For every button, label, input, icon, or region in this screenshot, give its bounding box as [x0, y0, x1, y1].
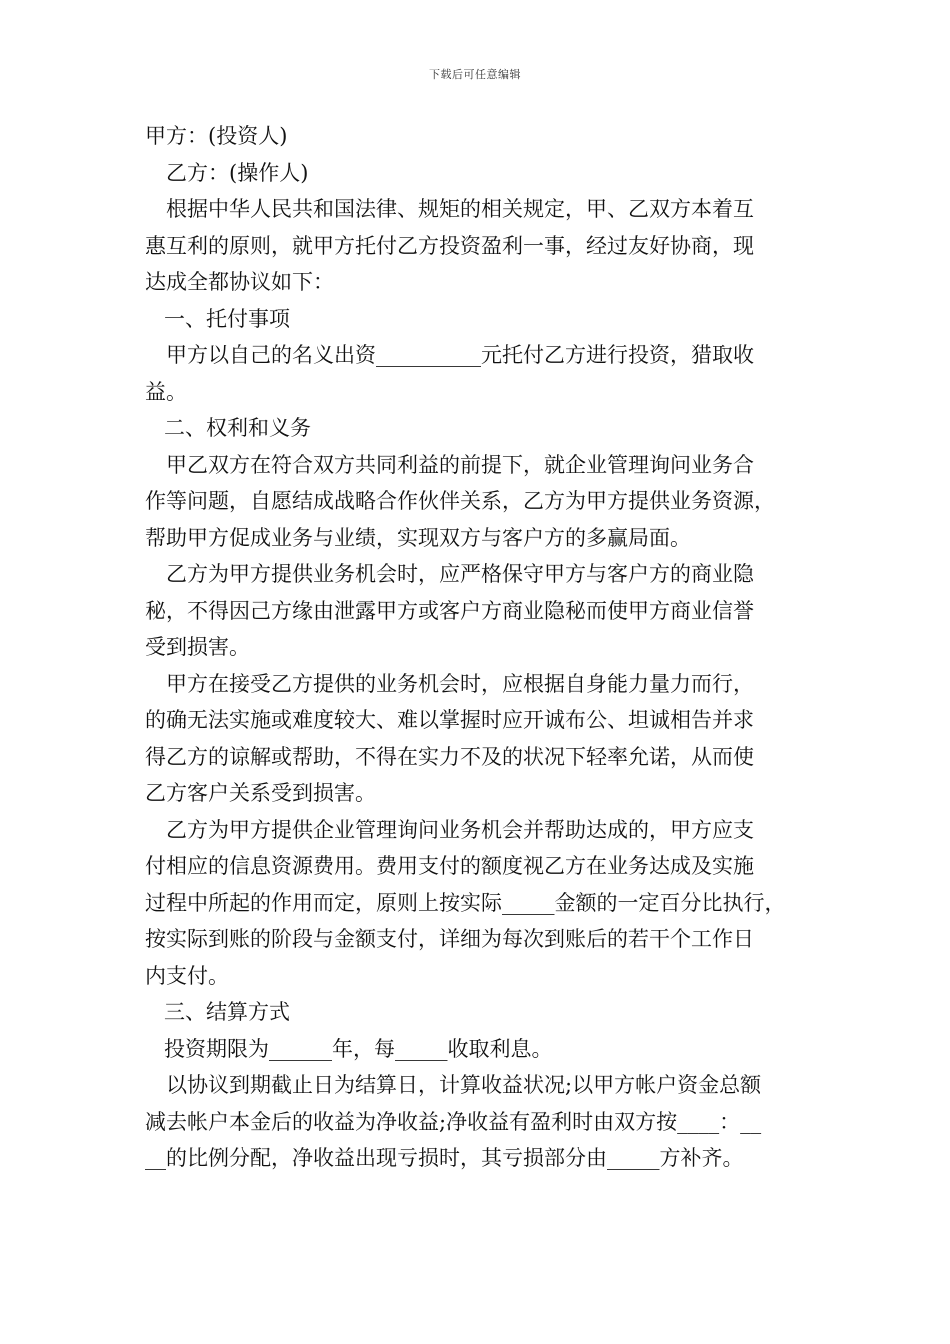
section-2-para-2-line-3: 受到损害。: [145, 635, 250, 659]
section-3-heading: 三、结算方式: [164, 1000, 290, 1024]
section-2-para-4-line-1: 乙方为甲方提供企业管理询问业务机会并帮助达成的，甲方应支: [166, 817, 754, 842]
section-3-para-2-line-3: __的比例分配，净收益出现亏损时，其亏损部分由_____方补齐。: [145, 1146, 744, 1170]
section-3-para-2-line-1: 以协议到期截止日为结算日，计算收益状况;以甲方帐户资金总额: [166, 1073, 762, 1097]
section-2-para-1-line-2: 作等问题，自愿结成战略合作伙伴关系，乙方为甲方提供业务资源，: [145, 489, 775, 513]
section-2-para-4-line-2: 付相应的信息资源费用。费用支付的额度视乙方在业务达成及实施: [145, 854, 754, 878]
section-2-para-4-line-4: 按实际到账的阶段与金额支付，详细为每次到账后的若干个工作日: [145, 927, 754, 951]
section-2-para-4-line-3: 过程中所起的作用而定，原则上按实际_____金额的一定百分比执行，: [145, 890, 786, 915]
preamble-line-1: 根据中华人民共和国法律、规矩的相关规定，甲、乙双方本着互: [166, 197, 754, 221]
party-b-line: 乙方：(操作人): [166, 160, 309, 185]
section-2-para-3-line-2: 的确无法实施或难度较大、难以掌握时应开诚布公、坦诚相告并求: [145, 708, 754, 732]
section-3-para-2-line-2: 减去帐户本金后的收益为净收益;净收益有盈利时由双方按____：__: [145, 1109, 762, 1134]
page-header-note: 下载后可任意编辑: [429, 68, 521, 81]
section-2-para-4-line-5: 内支付。: [145, 963, 229, 988]
section-1-heading: 一、托付事项: [164, 306, 290, 331]
section-2-para-1-line-3: 帮助甲方促成业务与业绩，实现双方与客户方的多赢局面。: [145, 525, 691, 550]
section-2-para-2-line-2: 秘，不得因己方缘由泄露甲方或客户方商业隐秘而使甲方商业信誉: [145, 598, 754, 623]
section-2-heading: 二、权利和义务: [164, 416, 311, 440]
party-a-line: 甲方：(投资人): [145, 124, 288, 148]
section-2-para-3-line-1: 甲方在接受乙方提供的业务机会时，应根据自身能力量力而行，: [166, 671, 754, 696]
preamble-line-3: 达成全都协议如下：: [145, 270, 334, 294]
section-1-line-2: 益。: [145, 379, 187, 404]
section-2-para-3-line-3: 得乙方的谅解或帮助，不得在实力不及的状况下轻率允诺，从而使: [145, 744, 754, 769]
section-2-para-3-line-4: 乙方客户关系受到损害。: [145, 781, 376, 805]
section-2-para-2-line-1: 乙方为甲方提供业务机会时，应严格保守甲方与客户方的商业隐: [166, 562, 754, 586]
section-1-line-1: 甲方以自己的名义出资__________元托付乙方进行投资，猎取收: [166, 343, 754, 367]
preamble-line-2: 惠互利的原则，就甲方托付乙方投资盈利一事，经过友好协商，现: [145, 233, 754, 258]
section-3-line-1: 投资期限为______年，每_____收取利息。: [164, 1036, 553, 1061]
document-body: [145, 118, 825, 1177]
section-2-para-1-line-1: 甲乙双方在符合双方共同利益的前提下，就企业管理询问业务合: [166, 452, 754, 477]
